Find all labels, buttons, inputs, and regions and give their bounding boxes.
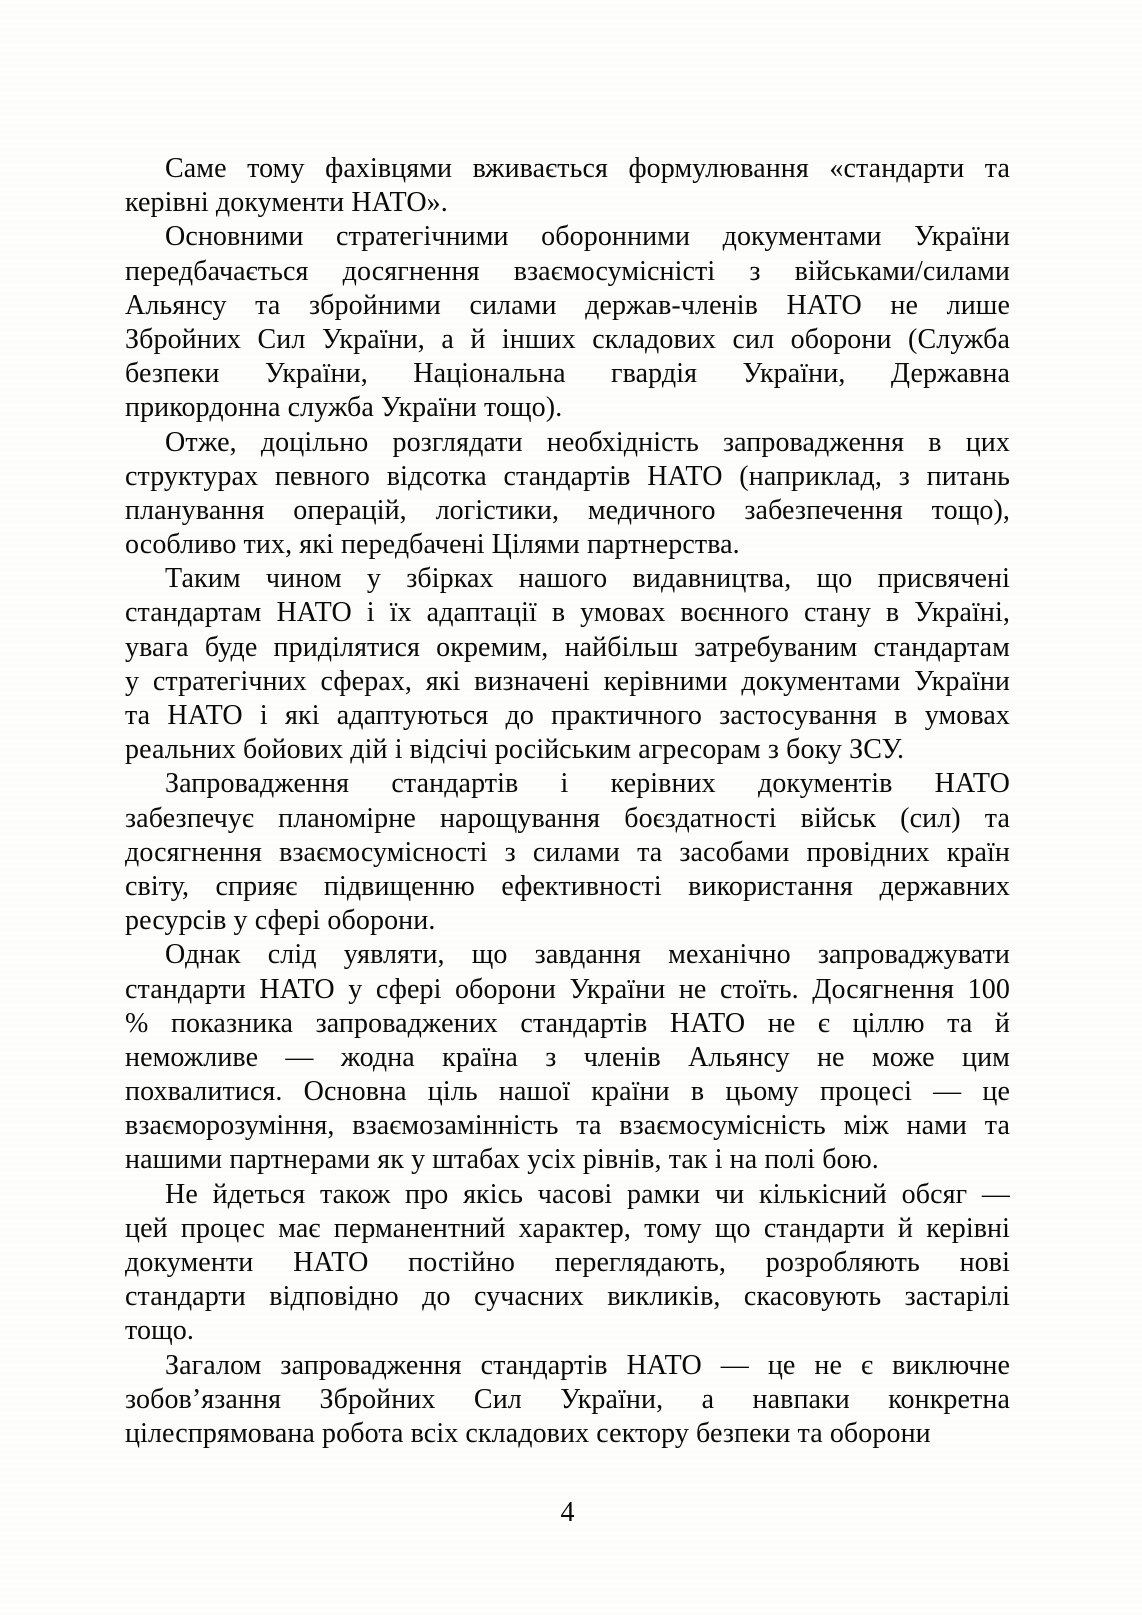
text-line: увага буде приділятися окремим, найбільш затребуваним стандартам bbox=[125, 631, 1010, 663]
text-line: документи НАТО постійно переглядають, розробляють нові bbox=[125, 1247, 1010, 1278]
text-line: % показника запроваджених стандартів НАТО не є ціллю та й bbox=[125, 1007, 1010, 1039]
text-line: структурах певного відсотка стандартів НАТО (наприклад, з питань bbox=[125, 460, 1010, 492]
text-line: Основними стратегічними оборонними документами України bbox=[165, 221, 1010, 253]
text-line: планування операцій, логістики, медичного забезпечення тощо), bbox=[125, 494, 1010, 526]
text-line: та НАТО і які адаптуються до практичного застосування в умовах bbox=[125, 700, 1010, 731]
paragraph bbox=[125, 938, 1010, 1177]
text-line: Отже, доцільно розглядати необхідність запровадження в цих bbox=[165, 426, 1010, 458]
text-line: стандарти відповідно до сучасних викликів, скасовують застарілі bbox=[125, 1281, 1010, 1313]
text-line: цей процес має перманентний характер, тому що стандарти й керівні bbox=[125, 1212, 1010, 1244]
text-line: нашими партнерами як у штабах усіх рівнів, так і на полі бою. bbox=[125, 1144, 879, 1176]
text-line: забезпечує планомірне нарощування боєздатності військ (сил) та bbox=[125, 802, 1010, 834]
text-line: похвалитися. Основна ціль нашої країни в цьому процесі — це bbox=[125, 1076, 1010, 1108]
page-number: 4 bbox=[560, 1497, 575, 1528]
paragraph bbox=[125, 1349, 1010, 1452]
text-line: Збройних Сил України, а й інших складових сил оборони (Служба bbox=[125, 323, 1010, 355]
text-line: досягнення взаємосумісності з силами та засобами провідних країн bbox=[125, 836, 1010, 868]
text-line: стандартам НАТО і їх адаптації в умовах воєнного стану в Україні, bbox=[125, 597, 1010, 629]
paragraph bbox=[125, 426, 1010, 563]
paragraph bbox=[125, 152, 1010, 220]
body-text bbox=[125, 152, 1010, 1451]
text-line: Загалом запровадження стандартів НАТО — це не є виключне bbox=[165, 1349, 1010, 1381]
text-line: Не йдеться також про якісь часові рамки чи кількісний обсяг — bbox=[165, 1178, 1010, 1210]
text-line: прикордонна служба України тощо). bbox=[125, 392, 563, 424]
paragraph bbox=[125, 220, 1010, 425]
text-line: Однак слід уявляти, що завдання механічно запроваджувати bbox=[165, 939, 1010, 971]
text-line: Таким чином у збірках нашого видавництва, що присвячені bbox=[165, 563, 1010, 595]
text-line: тощо. bbox=[125, 1315, 194, 1347]
text-line: керівні документи НАТО». bbox=[125, 187, 448, 219]
text-line: стандарти НАТО у сфері оборони України не стоїть. Досягнення 100 bbox=[125, 973, 1010, 1005]
text-line: неможливе — жодна країна з членів Альянсу не може цим bbox=[125, 1041, 1010, 1073]
text-line: Саме тому фахівцями вживається формулювання «стандарти та bbox=[165, 153, 1010, 184]
text-line: зобов’язання Збройних Сил України, а навпаки конкретна bbox=[125, 1383, 1010, 1415]
text-line: взаєморозуміння, взаємозамінність та взаємосумісність між нами та bbox=[125, 1110, 1010, 1142]
paragraph bbox=[125, 767, 1010, 938]
text-line: цілеспрямована робота всіх складових сектору безпеки та оборони bbox=[125, 1417, 931, 1449]
text-line: ресурсів у сфері оборони. bbox=[125, 905, 436, 937]
text-line: безпеки України, Національна гвардія України, Державна bbox=[125, 358, 1010, 390]
text-line: світу, сприяє підвищенню ефективності використання державних bbox=[125, 870, 1010, 902]
text-line: Запровадження стандартів і керівних документів НАТО bbox=[165, 768, 1010, 800]
text-line: особливо тих, які передбачені Цілями партнерства. bbox=[125, 529, 740, 561]
paragraph bbox=[125, 562, 1010, 767]
text-line: передбачається досягнення взаємосумісністі з військами/силами bbox=[125, 255, 1010, 287]
paragraph bbox=[125, 1178, 1010, 1349]
text-line: Альянсу та збройними силами держав-членів НАТО не лише bbox=[125, 289, 1010, 321]
text-line: реальних бойових дій і відсічі російським агресорам з боку ЗСУ. bbox=[125, 734, 905, 766]
text-line: у стратегічних сферах, які визначені керівними документами України bbox=[125, 665, 1010, 697]
